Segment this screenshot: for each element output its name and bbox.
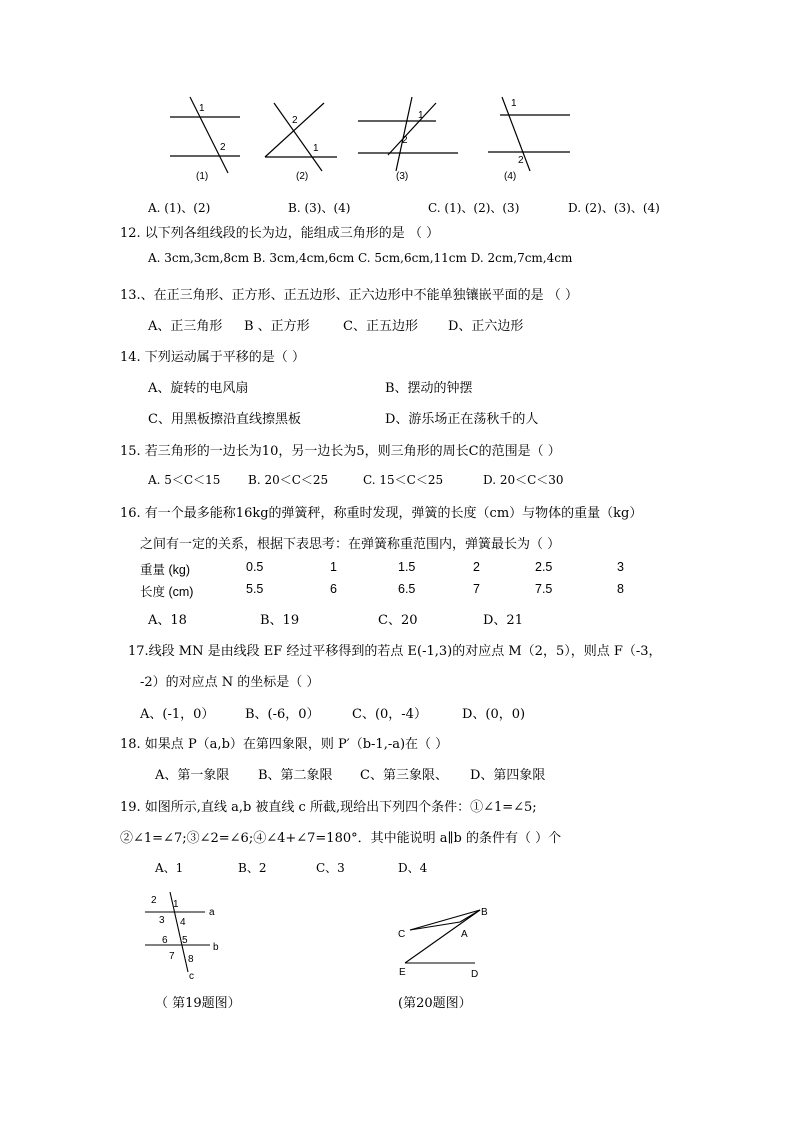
table-cell: 3	[617, 560, 624, 574]
q11-figure-3	[352, 95, 462, 185]
fig1-angle-2: 2	[220, 142, 226, 153]
q13-option-b[interactable]: B 、正方形	[244, 319, 310, 334]
fig3-angle-1: 1	[418, 110, 424, 121]
q19-stem-line2: ②∠1=∠7;③∠2=∠6;④∠4+∠7=180°．其中能说明 a∥b 的条件有（ ）个	[120, 831, 562, 846]
table-cell: 7	[473, 582, 480, 596]
q13-stem: 13.、在正三角形、正方形、正五边形、正六边形中不能单独镶嵌平面的是 （ ）	[120, 288, 578, 303]
q18-option-c[interactable]: C、第三象限、	[360, 768, 448, 783]
table-cell: 6	[330, 582, 337, 596]
q19-figure	[140, 890, 230, 985]
fig2-angle-1: 1	[313, 143, 319, 154]
fig3-caption: (3)	[396, 171, 409, 182]
q15-option-a[interactable]: A. 5＜C＜15	[148, 473, 221, 487]
line-c-label: c	[189, 971, 194, 982]
table-row1-label: 重量 (kg)	[140, 563, 191, 577]
q11-option-c[interactable]: C. (1)、(2)、(3)	[428, 201, 520, 215]
fig1-angle-1: 1	[199, 103, 205, 114]
q15-option-b[interactable]: B. 20＜C＜25	[248, 473, 329, 487]
table-cell: 2	[473, 560, 480, 574]
fig1-caption: (1)	[196, 171, 209, 182]
q16-option-a[interactable]: A、18	[148, 613, 187, 628]
angle-8: 8	[188, 954, 194, 965]
q11-option-d[interactable]: D. (2)、(3)、(4)	[568, 201, 660, 215]
point-a-label: A	[461, 929, 468, 940]
point-d-label: D	[471, 969, 479, 980]
q12-stem: 12. 以下列各组线段的长为边，能组成三角形的是 （ ）	[120, 226, 440, 241]
table-cell: 8	[617, 582, 624, 596]
q18-option-a[interactable]: A、第一象限	[155, 768, 230, 783]
fig4-angle-1: 1	[511, 98, 517, 109]
q17-option-b[interactable]: B、(-6，0）	[245, 707, 320, 722]
line-b-label: b	[213, 942, 219, 953]
q19-option-b[interactable]: B、2	[238, 861, 267, 875]
fig3-angle-2: 2	[402, 135, 408, 146]
angle-7: 7	[169, 951, 175, 962]
table-cell: 1.5	[398, 560, 416, 574]
table-row2-label: 长度 (cm)	[140, 585, 194, 599]
angle-3: 3	[159, 915, 165, 926]
q16-option-c[interactable]: C、20	[378, 613, 418, 628]
q16-option-b[interactable]: B、19	[260, 613, 300, 628]
q11-figure-4	[485, 95, 575, 185]
q15-option-d[interactable]: D. 20＜C＜30	[483, 473, 564, 487]
q14-stem: 14. 下列运动属于平移的是（ ）	[120, 350, 305, 365]
angle-5: 5	[182, 935, 188, 946]
q17-stem-line1: 17.线段 MN 是由线段 EF 经过平移得到的若点 E(-1,3)的对应点 M（2，5），则点 F（-3，	[128, 644, 662, 659]
q13-option-a[interactable]: A、正三角形	[148, 319, 223, 334]
q19-option-a[interactable]: A、1	[155, 861, 184, 875]
q14-option-c[interactable]: C、用黑板擦沿直线擦黑板	[148, 412, 301, 427]
q18-option-d[interactable]: D、第四象限	[470, 768, 546, 783]
fig2-angle-2: 2	[292, 115, 298, 126]
q20-figure	[390, 900, 500, 985]
q13-option-d[interactable]: D、正六边形	[448, 319, 524, 334]
q20-caption: (第20题图）	[398, 996, 472, 1011]
q11-option-a[interactable]: A. (1)、(2)	[148, 201, 211, 215]
q11-figure-2	[262, 95, 352, 185]
point-e-label: E	[399, 967, 406, 978]
angle-6: 6	[162, 935, 168, 946]
table-cell: 6.5	[398, 582, 416, 596]
q17-option-c[interactable]: C、(0，-4）	[352, 707, 427, 722]
q17-option-a[interactable]: A、(-1，0）	[140, 707, 215, 722]
q16-stem-line1: 16. 有一个最多能称16kg的弹簧秤，称重时发现，弹簧的长度（cm）与物体的重量（kg）	[120, 506, 643, 521]
q13-option-c[interactable]: C、正五边形	[343, 319, 418, 334]
q15-stem: 15. 若三角形的一边长为10，另一边长为5，则三角形的周长C的范围是（ ）	[120, 444, 561, 459]
q14-option-a[interactable]: A、旋转的电风扇	[148, 381, 249, 396]
q19-stem-line1: 19. 如图所示,直线 a,b 被直线 c 所截,现给出下列四个条件：①∠1=∠5;	[120, 800, 537, 815]
fig4-angle-2: 2	[518, 155, 524, 166]
table-cell: 7.5	[535, 582, 553, 596]
angle-1: 1	[173, 899, 179, 910]
q11-option-b[interactable]: B. (3)、(4)	[288, 201, 351, 215]
angle-2: 2	[151, 895, 157, 906]
fig2-caption: (2)	[296, 171, 309, 182]
table-cell: 2.5	[535, 560, 553, 574]
q16-option-d[interactable]: D、21	[483, 613, 523, 628]
q11-figure-1	[165, 95, 245, 185]
q16-stem-line2: 之间有一定的关系，根据下表思考：在弹簧称重范围内，弹簧最长为（ ）	[140, 537, 561, 552]
table-cell: 1	[330, 560, 337, 574]
q14-option-d[interactable]: D、游乐场正在荡秋千的人	[385, 412, 539, 427]
q17-option-d[interactable]: D、(0，0)	[462, 707, 526, 722]
q18-option-b[interactable]: B、第二象限	[258, 768, 333, 783]
line-a-label: a	[209, 907, 215, 918]
q18-stem: 18. 如果点 P（a,b）在第四象限，则 P′（b-1,-a)在（ ）	[120, 737, 449, 752]
table-cell: 5.5	[246, 582, 264, 596]
point-c-label: C	[398, 929, 406, 940]
q19-option-c[interactable]: C、3	[316, 861, 345, 875]
table-cell: 0.5	[246, 560, 264, 574]
q12-options[interactable]: A. 3cm,3cm,8cm B. 3cm,4cm,6cm C. 5cm,6cm,11cm D. 2cm,7cm,4cm	[148, 251, 573, 265]
q19-option-d[interactable]: D、4	[398, 861, 428, 875]
angle-4: 4	[180, 917, 186, 928]
fig4-caption: (4)	[504, 171, 517, 182]
q14-option-b[interactable]: B、摆动的钟摆	[385, 381, 473, 396]
q19-caption: （ 第19题图）	[155, 996, 241, 1011]
point-b-label: B	[481, 907, 488, 918]
q15-option-c[interactable]: C. 15＜C＜25	[363, 473, 444, 487]
q17-stem-line2: -2）的对应点 N 的坐标是（ ）	[140, 675, 320, 690]
